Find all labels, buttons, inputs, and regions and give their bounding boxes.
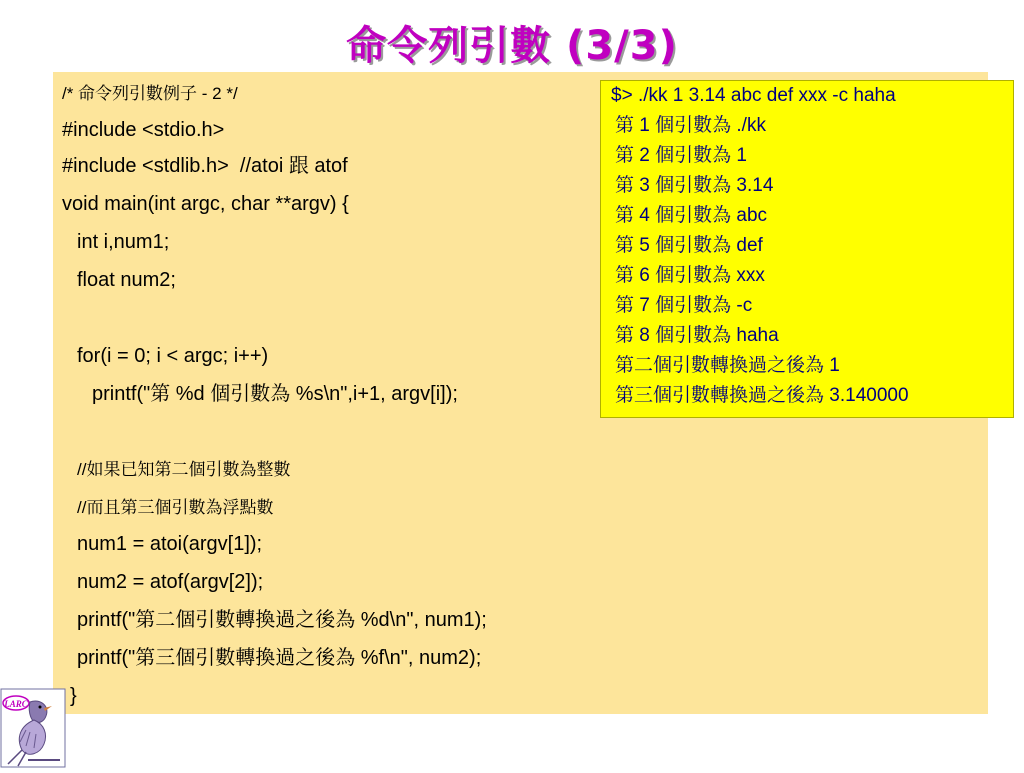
logo-text: LARC xyxy=(4,699,28,709)
code-main-signature: void main(int argc, char **argv) { xyxy=(62,193,349,215)
code-atoi-call: num1 = atoi(argv[1]); xyxy=(77,533,263,555)
code-printf-num2: printf("第三個引數轉換過之後為 %f\n", num2); xyxy=(77,647,482,669)
code-include-stdio: #include <stdio.h> xyxy=(62,119,225,141)
code-comment-float: //而且第三個引數為浮點數 xyxy=(77,498,274,517)
output-line: 第 7 個引數為 -c xyxy=(615,295,753,316)
bird-logo-icon xyxy=(0,688,66,768)
output-command-line: $> ./kk 1 3.14 abc def xxx -c haha xyxy=(611,85,896,106)
code-comment-line: /* 命令列引數例子 - 2 */ xyxy=(62,84,238,103)
output-line: 第 5 個引數為 def xyxy=(615,235,763,256)
code-comment-int: //如果已知第二個引數為整數 xyxy=(77,460,291,479)
slide-title: 命令列引數 (3/3) xyxy=(346,23,678,69)
output-line: 第二個引數轉換過之後為 1 xyxy=(615,355,840,376)
code-include-stdlib: #include <stdlib.h> //atoi 跟 atof xyxy=(62,155,348,177)
code-closing-brace: } xyxy=(70,685,77,707)
code-printf-num1: printf("第二個引數轉換過之後為 %d\n", num1); xyxy=(77,609,487,631)
output-line: 第 2 個引數為 1 xyxy=(615,145,747,166)
code-atof-call: num2 = atof(argv[2]); xyxy=(77,571,264,593)
output-line: 第 3 個引數為 3.14 xyxy=(615,175,774,196)
output-line: 第 8 個引數為 haha xyxy=(615,325,779,346)
code-for-loop: for(i = 0; i < argc; i++) xyxy=(77,345,269,367)
code-int-declaration: int i,num1; xyxy=(77,231,170,253)
output-line: 第三個引數轉換過之後為 3.140000 xyxy=(615,385,909,406)
output-line: 第 6 個引數為 xxx xyxy=(615,265,765,286)
output-line: 第 1 個引數為 ./kk xyxy=(615,115,766,136)
output-line: 第 4 個引數為 abc xyxy=(615,205,768,226)
larc-logo xyxy=(0,688,66,768)
terminal-output-panel xyxy=(600,80,1014,418)
code-float-declaration: float num2; xyxy=(77,269,176,291)
code-printf-loop: printf("第 %d 個引數為 %s\n",i+1, argv[i]); xyxy=(92,383,458,405)
